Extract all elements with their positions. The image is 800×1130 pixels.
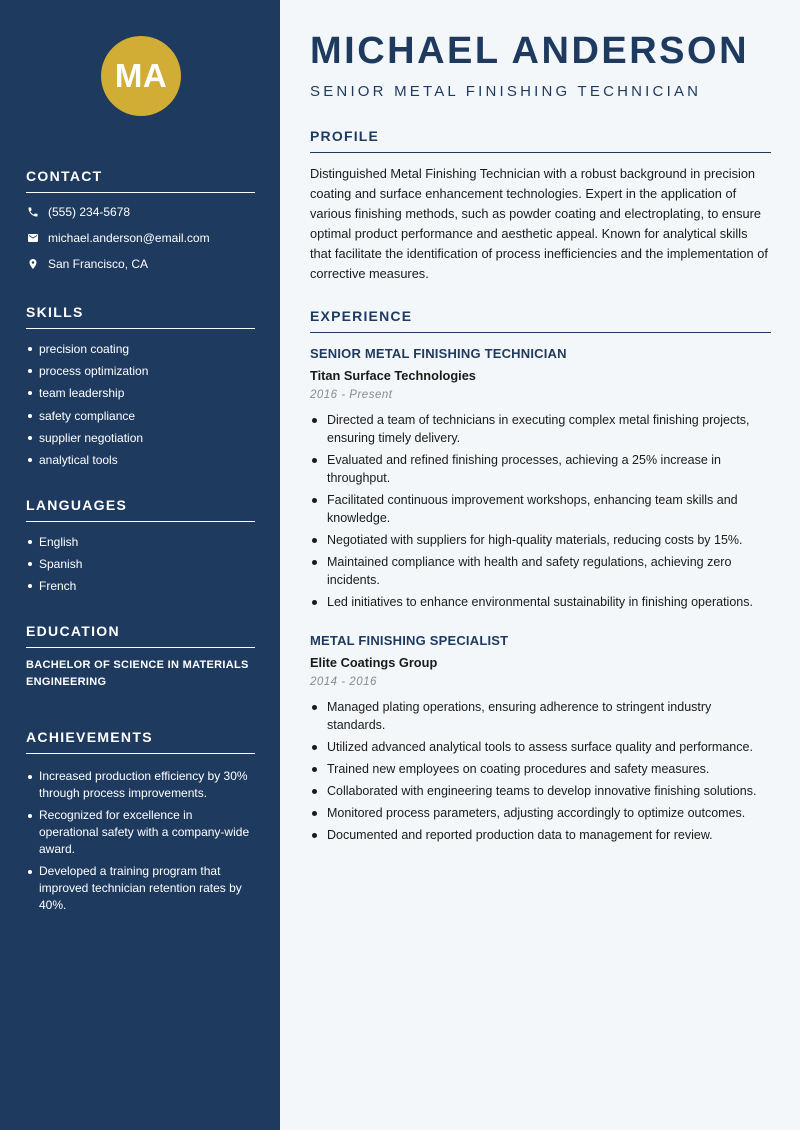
contact-location [26,251,255,277]
skills-list [26,338,255,471]
job-bullet: Documented and reported production data to management for review. [310,826,771,844]
email-address[interactable]: michael.anderson@email.com [48,231,210,245]
job-bullet: Trained new employees on coating procedures and safety measures. [310,760,771,778]
location-text: San Francisco, CA [48,257,149,271]
location-pin-icon [26,257,40,271]
job-company: Elite Coatings Group [310,655,438,670]
achievement-item: Developed a training program that improved technician retention rates by 40%. [26,863,255,914]
job-dates: 2014 - 2016 [310,676,377,688]
language-item: English [26,531,255,553]
full-name: MICHAEL ANDERSON [310,30,750,72]
education-section [26,623,255,691]
languages-list [26,531,255,598]
job-dates: 2016 - Present [310,389,393,401]
languages-section [26,497,255,598]
job-bullets [310,698,771,844]
job-bullet: Led initiatives to enhance environmental sustainability in finishing operations. [310,593,771,611]
job-entry [310,633,771,848]
main-content [280,0,800,1130]
achievements-heading: ACHIEVEMENTS [26,729,255,754]
job-bullet: Maintained compliance with health and safety regulations, achieving zero incidents. [310,553,771,589]
skills-section [26,304,255,471]
job-bullet: Monitored process parameters, adjusting accordingly to optimize outcomes. [310,804,771,822]
skill-item: precision coating [26,338,255,360]
sidebar [0,0,280,1130]
profile-heading: PROFILE [310,128,771,153]
skills-heading: SKILLS [26,304,255,329]
achievement-item: Recognized for excellence in operational safety with a company-wide award. [26,807,255,858]
email-icon [26,231,40,245]
achievements-section [26,729,255,919]
languages-heading: LANGUAGES [26,497,255,522]
contact-phone [26,199,255,225]
job-entry [310,346,771,615]
job-company: Titan Surface Technologies [310,368,476,383]
job-position: SENIOR METAL FINISHING TECHNICIAN [310,346,567,361]
experience-heading: EXPERIENCE [310,308,771,333]
degree-title: BACHELOR OF SCIENCE IN MATERIALS ENGINEERING [26,659,249,688]
job-bullet: Facilitated continuous improvement workshops, enhancing team skills and knowledge. [310,491,771,527]
job-bullet: Utilized advanced analytical tools to assess surface quality and performance. [310,738,771,756]
language-item: French [26,575,255,597]
avatar-initials: MA [101,36,181,116]
contact-email [26,225,255,251]
achievement-item: Increased production efficiency by 30% through process improvements. [26,768,255,802]
job-title-header: SENIOR METAL FINISHING TECHNICIAN [310,83,702,100]
profile-section [310,128,771,284]
education-heading: EDUCATION [26,623,255,648]
job-bullet: Evaluated and refined finishing processes, achieving a 25% increase in throughput. [310,451,771,487]
skill-item: analytical tools [26,449,255,471]
job-position: METAL FINISHING SPECIALIST [310,633,509,648]
job-bullet: Managed plating operations, ensuring adherence to stringent industry standards. [310,698,771,734]
phone-icon [26,205,40,219]
skill-item: process optimization [26,360,255,382]
phone-number[interactable]: (555) 234-5678 [48,205,131,219]
skill-item: supplier negotiation [26,427,255,449]
contact-section [26,168,255,277]
contact-heading: CONTACT [26,168,255,193]
skill-item: safety compliance [26,405,255,427]
job-bullet: Collaborated with engineering teams to develop innovative finishing solutions. [310,782,771,800]
profile-summary: Distinguished Metal Finishing Technician with a robust background in precision coating and surface enhancement technologies. Expert in the application of various finishing methods, such as powder coating and electroplating, to ensure optimal product performance and aesthetic appeal. Known for analytical skills that facilitate the identification of process inefficiencies and the implementation of corrective measures. [310,166,768,281]
job-bullet: Directed a team of technicians in executing complex metal finishing projects, ensuring timely delivery. [310,411,771,447]
achievements-list [26,768,255,914]
skill-item: team leadership [26,382,255,404]
job-bullets [310,411,771,611]
job-bullet: Negotiated with suppliers for high-quality materials, reducing costs by 15%. [310,531,771,549]
language-item: Spanish [26,553,255,575]
experience-section [310,308,771,333]
